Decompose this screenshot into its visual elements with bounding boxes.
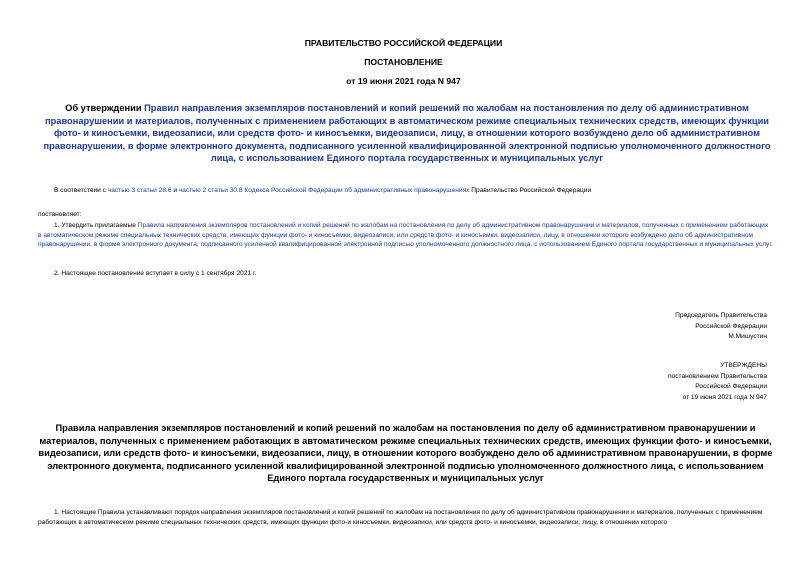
preamble-paragraph <box>38 186 773 196</box>
resolves-label: постановляет: <box>38 211 82 218</box>
signature-name: М.Мишустин <box>728 333 767 340</box>
approved-by: постановлением Правительства <box>667 372 767 380</box>
preamble-text-3: Правительство Российской Федерации <box>469 187 592 194</box>
rules-title: Правила направления экземпляров постановлений и копий решений по жалобам на постановления по делу об административном правонарушении и материалов, полученных с применением работающих в автоматическом режиме специальных технических средств, имеющих функции фото- и киносъемки, видеозаписи, или средств фото- и киносъемки, видеозаписи, лицу, в отношении которого возбуждено дело об административном правонарушении, в форме электронного документа, подписанного усиленной квалифицированной электронной подписью уполномоченного должностного лица, с использованием Единого портала государственных и муниципальных услуг <box>38 423 773 484</box>
article-30-8-link[interactable]: частью 2 статьи 30.8 Кодекса Российской Федерации об административных правонарушениях <box>178 187 470 194</box>
item-2-paragraph: 2. Настоящее постановление вступает в силу с 1 сентября 2021 г. <box>54 270 257 277</box>
date-number: от 19 июня 2021 года N 947 <box>346 76 461 86</box>
rules-item-1-paragraph: 1. Настоящие Правила устанавливают порядок направления экземпляров постановлений и копий решений по жалобам на постановления по делу об административном правонарушении и материалов, полученных с применением работающих в автоматическом режиме специальных технических средств, имеющих функции фото-и киносъемки, видеозаписи, или средств фото- и киносъемки, видеозаписи, лицу, в отношении которого <box>38 509 763 526</box>
signature-position: Председатель Правительства <box>675 312 767 319</box>
article-28-6-link[interactable]: частью 3 статьи 28.6 <box>107 187 172 194</box>
doc-type: ПОСТАНОВЛЕНИЕ <box>364 57 443 67</box>
item-1-suffix: . <box>770 241 773 248</box>
item-1-prefix: 1. Утвердить прилагаемые <box>54 222 138 229</box>
preamble-text-2: и <box>171 187 179 194</box>
signature-org: Российской Федерации <box>695 322 767 330</box>
approved-org: Российской Федерации <box>695 383 767 390</box>
rules-title-link[interactable]: Правил направления экземпляров постановлений и копий решений по жалобам на постановления по делу об административном правонарушении и материалов, полученных с применением работающих в автоматическом режиме специальных технических средств, имеющих функции фото- и киносъемки, видеозаписи, или средств фото- и киносъемки, видеозаписи, лицу, в отношении которого возбуждено дело об административном правонарушении, в форме электронного документа, подписанного усиленной квалифицированной электронной подписью уполномоченного должностного лица, с использованием Единого портала государственных и муниципальных услуг <box>43 103 771 164</box>
approved-label: УТВЕРЖДЕНЫ <box>720 362 767 369</box>
approved-date: от 19 июня 2021 года N 947 <box>682 393 767 401</box>
title-prefix: Об утверждении <box>65 103 145 113</box>
preamble-text-1: В соответствии с <box>54 187 108 194</box>
approved-block <box>668 361 767 403</box>
org-header: ПРАВИТЕЛЬСТВО РОССИЙСКОЙ ФЕДЕРАЦИИ <box>304 38 503 48</box>
document-title <box>42 102 772 165</box>
signature-block <box>675 311 767 343</box>
rules-link[interactable]: Правила направления экземпляров постановлений и копий решений по жалобам на постановления по делу об административном правонарушении и материалов, полученных с применением работающих в автоматическом режиме специальных технических средств, имеющих функции фото- и киносъемки, видеозаписи, или средств фото- и киносъемки, видеозаписи, лицу, в отношении которого возбуждено дело об административном правонарушении, в форме электронного документа, подписанного усиленной квалифицированной электронной подписью уполномоченного должностного лица, с использованием Единого портала государственных и муниципальных услуг <box>38 222 771 248</box>
item-1-paragraph <box>38 221 773 250</box>
